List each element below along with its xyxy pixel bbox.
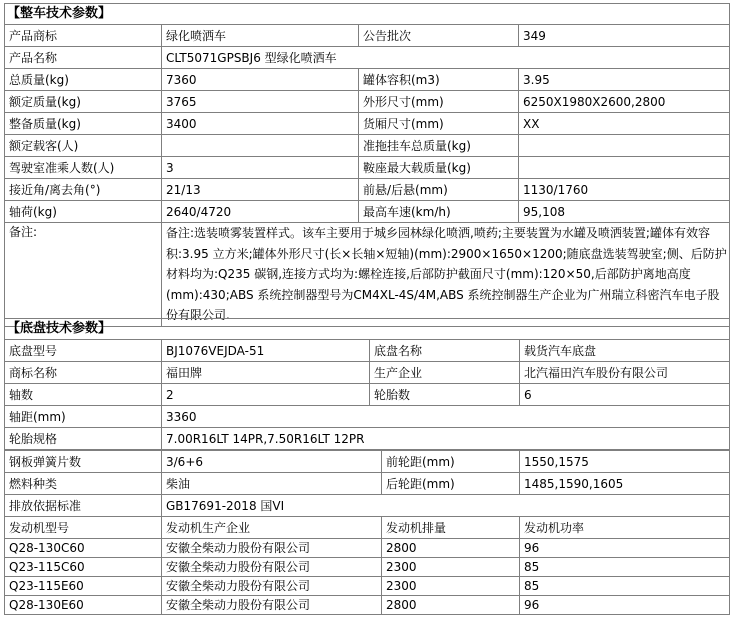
- engine-displacement: 2800: [382, 596, 520, 615]
- chassis-params-table: [4, 318, 730, 450]
- cell-value: GB17691-2018 国VI: [162, 495, 730, 517]
- engine-row: [5, 596, 730, 615]
- cell-label: 鞍座最大载质量(kg): [359, 157, 519, 179]
- cell-value: 福田牌: [162, 362, 370, 384]
- table-row: [5, 113, 730, 135]
- table-row: [5, 47, 730, 69]
- cell-label: 整备质量(kg): [5, 113, 162, 135]
- cell-label: 钢板弹簧片数: [5, 451, 162, 473]
- engine-maker: 安徽全柴动力股份有限公司: [162, 558, 382, 577]
- engine-displacement: 2300: [382, 577, 520, 596]
- cell-label: 总质量(kg): [5, 69, 162, 91]
- engine-model: Q23-115C60: [5, 558, 162, 577]
- cell-label: 后轮距(mm): [382, 473, 520, 495]
- cell-value: 3.95: [519, 69, 730, 91]
- cell-label: 最高车速(km/h): [359, 201, 519, 223]
- table-row: [5, 406, 730, 428]
- cell-value: [519, 157, 730, 179]
- cell-value: 349: [519, 25, 730, 47]
- table-row: [5, 179, 730, 201]
- engine-power-header: 发动机功率: [520, 517, 730, 539]
- cell-label: 罐体容积(m3): [359, 69, 519, 91]
- cell-label: 轴数: [5, 384, 162, 406]
- cell-label: 外形尺寸(mm): [359, 91, 519, 113]
- cell-label: 准拖挂车总质量(kg): [359, 135, 519, 157]
- engine-power: 85: [520, 577, 730, 596]
- table-row: [5, 451, 730, 473]
- engine-row: [5, 539, 730, 558]
- table-row: [5, 157, 730, 179]
- cell-label: 额定载客(人): [5, 135, 162, 157]
- cell-value: 1130/1760: [519, 179, 730, 201]
- engine-header-row: [5, 517, 730, 539]
- cell-label: 前轮距(mm): [382, 451, 520, 473]
- cell-label: 轴荷(kg): [5, 201, 162, 223]
- engine-displacement-header: 发动机排量: [382, 517, 520, 539]
- cell-value: 3400: [162, 113, 359, 135]
- cell-label: 货厢尺寸(mm): [359, 113, 519, 135]
- chassis-section-title: 【底盘技术参数】: [5, 319, 730, 340]
- table-row: [5, 135, 730, 157]
- cell-value: 3360: [162, 406, 730, 428]
- cell-label: 前悬/后悬(mm): [359, 179, 519, 201]
- table-row: [5, 473, 730, 495]
- table-row: [5, 69, 730, 91]
- table-row: [5, 495, 730, 517]
- engine-maker: 安徽全柴动力股份有限公司: [162, 577, 382, 596]
- cell-value: 1485,1590,1605: [520, 473, 730, 495]
- engine-maker: 安徽全柴动力股份有限公司: [162, 596, 382, 615]
- table-row: [5, 340, 730, 362]
- cell-label: 公告批次: [359, 25, 519, 47]
- cell-label: 产品名称: [5, 47, 162, 69]
- engine-displacement: 2800: [382, 539, 520, 558]
- cell-value: 柴油: [162, 473, 382, 495]
- notes-label: 备注:: [5, 223, 162, 327]
- table-row: [5, 91, 730, 113]
- cell-value: 载货汽车底盘: [520, 340, 730, 362]
- cell-value: CLT5071GPSBJ6 型绿化喷洒车: [162, 47, 730, 69]
- cell-value: 7.00R16LT 14PR,7.50R16LT 12PR: [162, 428, 730, 450]
- cell-label: 轴距(mm): [5, 406, 162, 428]
- cell-value: 3/6+6: [162, 451, 382, 473]
- vehicle-section-title: 【整车技术参数】: [5, 4, 730, 25]
- engine-displacement: 2300: [382, 558, 520, 577]
- cell-value: 3765: [162, 91, 359, 113]
- cell-label: 底盘名称: [370, 340, 520, 362]
- cell-label: 商标名称: [5, 362, 162, 384]
- cell-value: [519, 135, 730, 157]
- cell-value: 3: [162, 157, 359, 179]
- cell-value: 北汽福田汽车股份有限公司: [520, 362, 730, 384]
- cell-value: 1550,1575: [520, 451, 730, 473]
- engine-power: 85: [520, 558, 730, 577]
- cell-value: 95,108: [519, 201, 730, 223]
- vehicle-params-table: [4, 3, 730, 327]
- cell-value: [162, 135, 359, 157]
- engine-model: Q28-130E60: [5, 596, 162, 615]
- cell-label: 底盘型号: [5, 340, 162, 362]
- cell-label: 接近角/离去角(°): [5, 179, 162, 201]
- cell-label: 轮胎数: [370, 384, 520, 406]
- cell-label: 轮胎规格: [5, 428, 162, 450]
- cell-label: 驾驶室准乘人数(人): [5, 157, 162, 179]
- engine-maker-header: 发动机生产企业: [162, 517, 382, 539]
- cell-value: 6: [520, 384, 730, 406]
- cell-value: 2: [162, 384, 370, 406]
- chassis-params-table-lower: [4, 450, 730, 615]
- engine-power: 96: [520, 539, 730, 558]
- cell-value: 绿化喷洒车: [162, 25, 359, 47]
- cell-value: 2640/4720: [162, 201, 359, 223]
- cell-value: BJ1076VEJDA-51: [162, 340, 370, 362]
- cell-label: 排放依据标准: [5, 495, 162, 517]
- engine-model-header: 发动机型号: [5, 517, 162, 539]
- engine-row: [5, 577, 730, 596]
- table-row: [5, 25, 730, 47]
- cell-value: 7360: [162, 69, 359, 91]
- engine-row: [5, 558, 730, 577]
- engine-model: Q28-130C60: [5, 539, 162, 558]
- table-row: [5, 362, 730, 384]
- cell-label: 燃料种类: [5, 473, 162, 495]
- cell-value: 21/13: [162, 179, 359, 201]
- cell-label: 生产企业: [370, 362, 520, 384]
- table-row: [5, 384, 730, 406]
- cell-value: XX: [519, 113, 730, 135]
- cell-label: 产品商标: [5, 25, 162, 47]
- table-row: [5, 428, 730, 450]
- table-row: [5, 201, 730, 223]
- notes-row: [5, 223, 730, 327]
- engine-maker: 安徽全柴动力股份有限公司: [162, 539, 382, 558]
- notes-text: 备注:选装喷雾装置样式。该车主要用于城乡园林绿化喷洒,喷药;主要装置为水罐及喷洒装置;罐体有效容积:3.95 立方米;罐体外形尺寸(长×长轴×短轴)(mm):2900×1650×1200;随底盘选装驾驶室;侧、后防护材料均为:Q235 碳钢,连接方式均为:螺栓连接,后部防护截面尺寸(mm):120×50,后部防护离地高度(mm):430;ABS 系统控制器型号为CM4XL-4S/4M,ABS 系统控制器生产企业为广州瑞立科密汽车电子股份有限公司.: [162, 223, 730, 327]
- engine-model: Q23-115E60: [5, 577, 162, 596]
- engine-power: 96: [520, 596, 730, 615]
- cell-label: 额定质量(kg): [5, 91, 162, 113]
- cell-value: 6250X1980X2600,2800: [519, 91, 730, 113]
